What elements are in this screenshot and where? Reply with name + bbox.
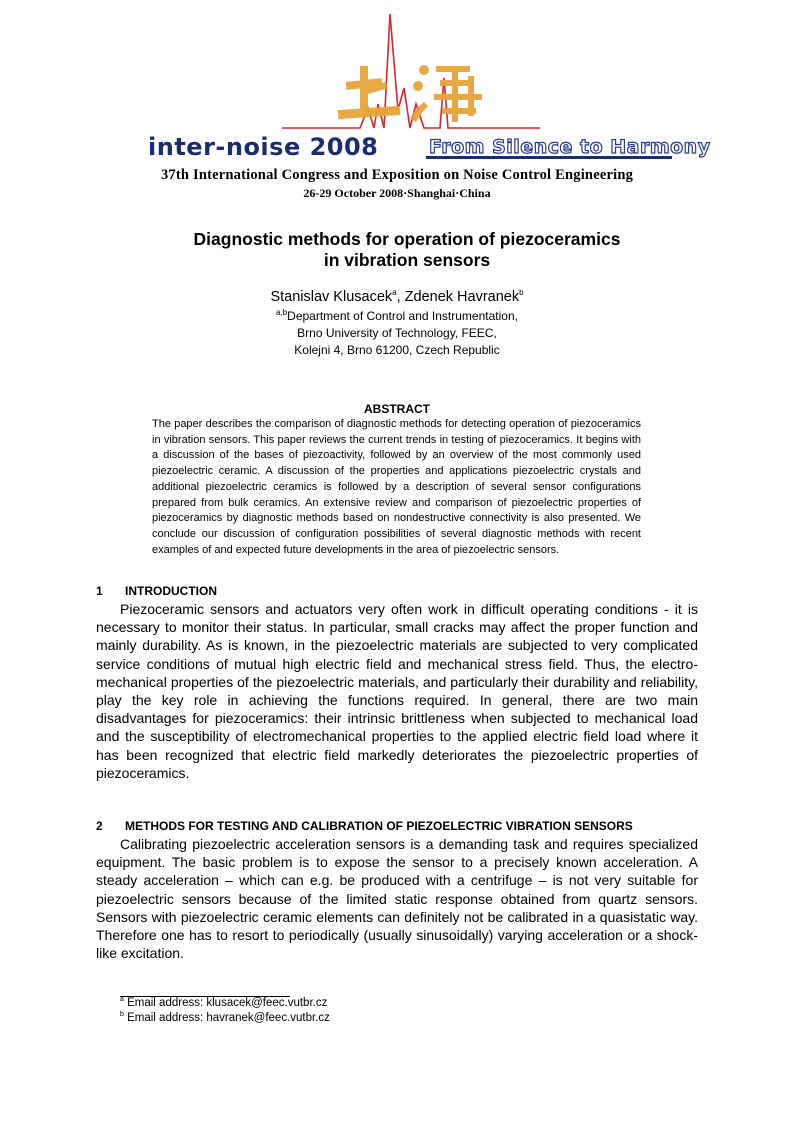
author-list — [0, 288, 794, 305]
footnote — [120, 1011, 330, 1024]
section-paragraph: Calibrating piezoelectric acceleration sensors is a demanding task and requires specialized equipment. The basic problem is to expose the sensor to a precisely known acceleration. A steady acceleration – which can e.g. be produced with a centrifuge – is not very suitable for piezoelectric sensors because of the limited static response obtained from quartz sensors. Sensors with piezoelectric ceramic elements can definitely not be calibrated in a quasistatic way. Therefore one has to resort to periodically (usually sinusoidally) varying acceleration or a shock-like excitation. — [96, 836, 698, 962]
author-superscript: b — [519, 288, 524, 297]
affiliation-line: Department of Control and Instrumentation, — [287, 309, 518, 323]
paper-title — [0, 229, 794, 271]
section-title: INTRODUCTION — [125, 584, 217, 598]
author-name: Zdenek Havranek — [404, 288, 520, 305]
abstract-text: The paper describes the comparison of diagnostic methods for detecting operation of piezoceramics in vibration sensors. This paper reviews the current trends in testing of piezoceramics. It begins with a discussion of the bases of piezoactivity, followed by an overview of the most commonly used piezoelectric ceramic. A discussion of the properties and applications piezoelectric crystals and additional piezoelectric ceramics is followed by a description of several sensor configurations prepared from bulk ceramics. An extensive review and comparison of piezoelectric properties of piezoceramics by diagnostic methods based on nondestructive connectivity is also presented. We conclude our discussion of configuration possibilities of several diagnostic methods with recent examples of and expected future developments in the area of piezoelectric sensors. — [152, 418, 641, 556]
affiliation — [0, 304, 794, 359]
affiliation-line: Kolejni 4, Brno 61200, Czech Republic — [294, 343, 500, 357]
footnote — [120, 996, 327, 1009]
abstract-heading: ABSTRACT — [364, 402, 430, 416]
affiliation-superscript: a,b — [276, 308, 288, 317]
footnote-mark: b — [120, 1011, 124, 1018]
footnote-mark: a — [120, 996, 124, 1003]
section-title: METHODS FOR TESTING AND CALIBRATION OF PIEZOELECTRIC VIBRATION SENSORS — [125, 819, 633, 833]
footnote-text: Email address: havranek@feec.vutbr.cz — [127, 1011, 330, 1024]
section-heading — [96, 819, 633, 833]
conference-name: inter-noise 2008 — [148, 133, 379, 161]
affiliation-line: Brno University of Technology, FEEC, — [297, 326, 497, 340]
conference-slogan: From Silence to Harmony — [429, 136, 711, 158]
footnote-text: Email address: klusacek@feec.vutbr.cz — [127, 996, 328, 1009]
author-superscript: a — [392, 288, 397, 297]
paper-title-line-1: Diagnostic methods for operation of piezoceramics — [193, 229, 621, 249]
conference-logo — [0, 0, 794, 170]
section-number: 2 — [96, 819, 103, 833]
congress-title: 37th International Congress and Exposition on Noise Control Engineering — [160, 167, 634, 183]
congress-dates: 26-29 October 2008·Shanghai·China — [303, 186, 491, 200]
section-number: 1 — [96, 584, 103, 598]
author-name: Stanislav Klusacek — [270, 288, 393, 305]
section-paragraph: Piezoceramic sensors and actuators very often work in difficult operating conditions - it is necessary to monitor their status. In particular, small cracks may affect the proper function and mainly durability. As is known, in the piezoelectric materials are subjected to very complicated service conditions of mutual high electric field and mechanical stress field. Thus, the electro-mechanical properties of the piezoelectric materials, and particularly their durability and reliability, play the key role in achieving the functions required. In general, there are two main disadvantages for piezoceramics: their intrinsic brittleness when subjected to mechanical load and the susceptibility of electromechanical properties to the applied electric field load where it has been recognized that electric field markedly deteriorates the piezoelectric properties of piezoceramics. — [96, 601, 698, 781]
section-heading — [96, 584, 217, 598]
author-separator: , — [396, 288, 405, 305]
paper-title-line-2: in vibration sensors — [323, 250, 491, 270]
